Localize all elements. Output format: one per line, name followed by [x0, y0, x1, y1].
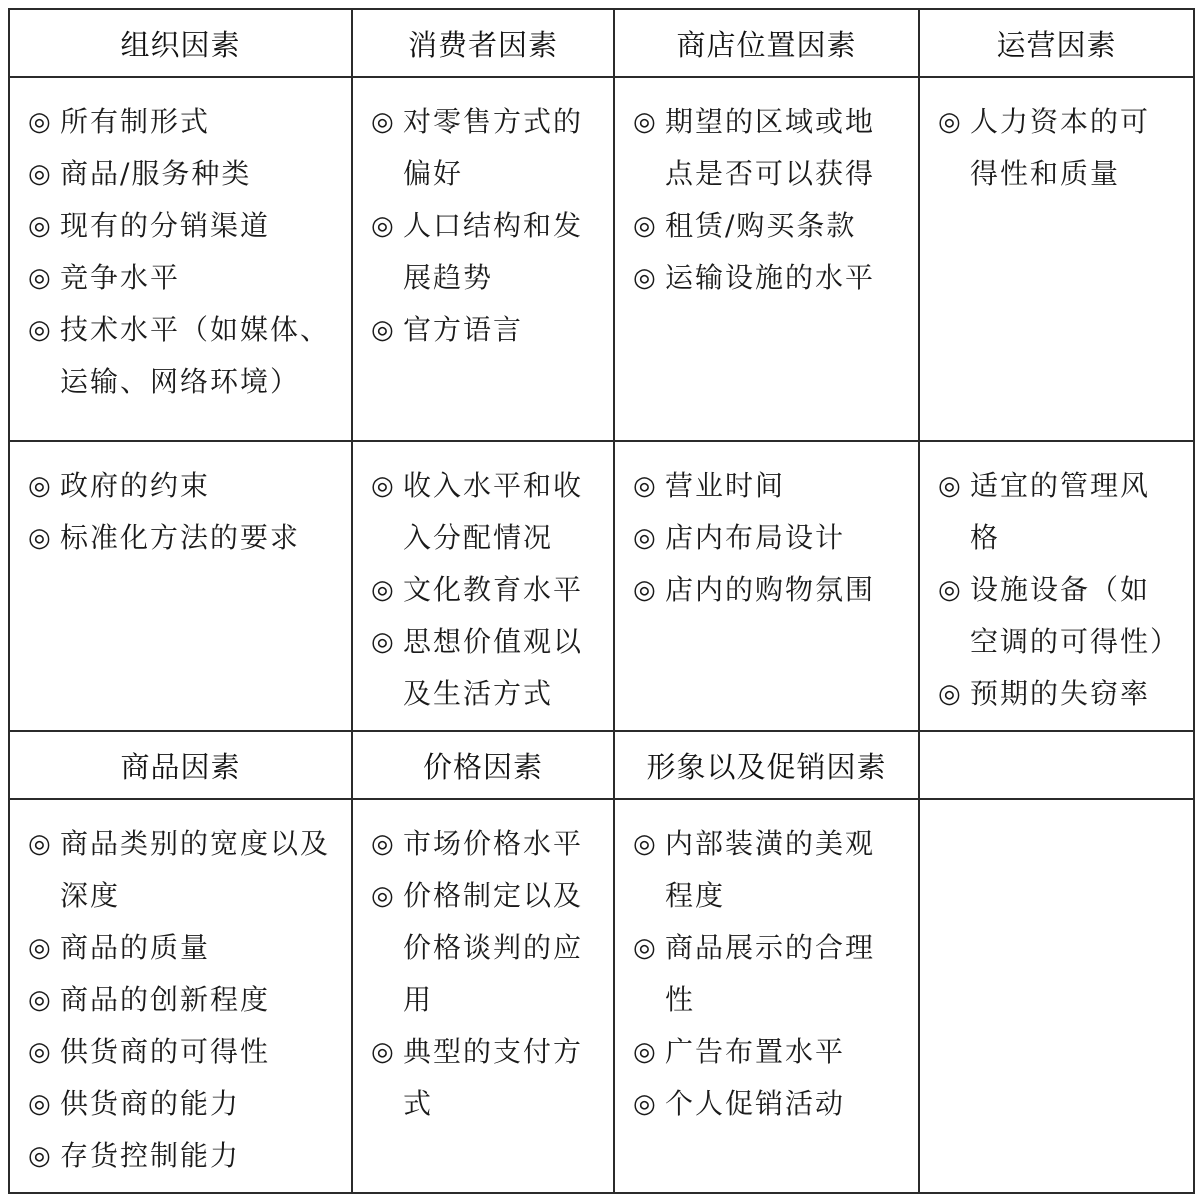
cell-r0-c0 [9, 77, 352, 441]
header-row-top [9, 9, 1194, 77]
double-circle-bullet-icon: ◎ [633, 829, 658, 859]
factor-item-text: 店内的购物氛围 [665, 573, 876, 606]
factor-item-text: 商品的质量 [60, 931, 211, 964]
factor-item [938, 96, 1175, 200]
factor-item [28, 304, 333, 408]
factor-item-text: 人力资本的可得性和质量 [970, 105, 1151, 190]
factor-item-text: 内部装潢的美观程度 [665, 827, 876, 912]
double-circle-bullet-icon: ◎ [633, 263, 658, 293]
factor-item-text: 对零售方式的偏好 [403, 105, 584, 190]
factor-item-text: 营业时间 [665, 469, 786, 502]
double-circle-bullet-icon: ◎ [371, 1037, 396, 1067]
item-list [938, 460, 1181, 720]
double-circle-bullet-icon: ◎ [28, 315, 53, 345]
factor-item-text: 设施设备（如空调的可得性） [970, 573, 1181, 658]
factor-item [371, 304, 595, 356]
factor-item-text: 人口结构和发展趋势 [403, 209, 584, 294]
cell-r2-c3 [919, 799, 1194, 1193]
factor-item [633, 460, 900, 512]
factor-item [371, 200, 595, 304]
double-circle-bullet-icon: ◎ [938, 679, 963, 709]
content-row-3 [9, 799, 1194, 1193]
factor-item [371, 818, 595, 870]
factor-item-text: 商品的创新程度 [60, 983, 271, 1016]
double-circle-bullet-icon: ◎ [28, 933, 53, 963]
factor-item-text: 收入水平和收入分配情况 [403, 469, 584, 554]
double-circle-bullet-icon: ◎ [633, 933, 658, 963]
factor-item [633, 252, 900, 304]
factor-item [633, 96, 900, 200]
factor-item-text: 店内布局设计 [665, 521, 846, 554]
double-circle-bullet-icon: ◎ [633, 1089, 658, 1119]
factor-item [371, 616, 595, 720]
item-list [633, 818, 900, 1130]
double-circle-bullet-icon: ◎ [633, 471, 658, 501]
factor-item [633, 512, 900, 564]
factor-item [28, 1078, 333, 1130]
factor-item [28, 512, 333, 564]
cell-r1-c2 [614, 441, 919, 731]
double-circle-bullet-icon: ◎ [371, 829, 396, 859]
factor-item [371, 564, 595, 616]
double-circle-bullet-icon: ◎ [28, 829, 53, 859]
factor-item [633, 200, 900, 252]
factor-item [938, 668, 1175, 720]
factor-item-text: 商品/服务种类 [60, 157, 252, 190]
factor-item-text: 供货商的能力 [60, 1087, 241, 1120]
factor-item [28, 96, 333, 148]
factor-item [938, 460, 1175, 564]
item-list [28, 460, 333, 564]
double-circle-bullet-icon: ◎ [28, 107, 53, 137]
header-merchandise: 商品因素 [9, 731, 352, 799]
factor-item [28, 974, 333, 1026]
factor-item [371, 1026, 595, 1130]
cell-r1-c3 [919, 441, 1194, 731]
double-circle-bullet-icon: ◎ [371, 881, 396, 911]
factor-item-text: 典型的支付方式 [403, 1035, 584, 1120]
factor-item [633, 1026, 900, 1078]
factor-item [28, 818, 333, 922]
factor-item-text: 运输设施的水平 [665, 261, 876, 294]
item-list [633, 96, 900, 304]
factor-item-text: 所有制形式 [60, 105, 211, 138]
double-circle-bullet-icon: ◎ [938, 471, 963, 501]
factor-item [28, 922, 333, 974]
content-row-2 [9, 441, 1194, 731]
factor-item-text: 政府的约束 [60, 469, 211, 502]
header-image-promotion: 形象以及促销因素 [614, 731, 919, 799]
factor-item-text: 现有的分销渠道 [60, 209, 271, 242]
cell-r2-c1 [352, 799, 614, 1193]
cell-r1-c0 [9, 441, 352, 731]
double-circle-bullet-icon: ◎ [28, 159, 53, 189]
factor-item-text: 存货控制能力 [60, 1139, 241, 1172]
factor-item [371, 460, 595, 564]
factor-item-text: 商品展示的合理性 [665, 931, 876, 1016]
cell-r2-c2 [614, 799, 919, 1193]
item-list [633, 460, 900, 616]
double-circle-bullet-icon: ◎ [28, 1141, 53, 1171]
factor-item [28, 200, 333, 252]
factor-item [28, 1130, 333, 1182]
item-list [371, 460, 595, 720]
factor-item [371, 96, 595, 200]
factor-item-text: 思想价值观以及生活方式 [403, 625, 584, 710]
header-price: 价格因素 [352, 731, 614, 799]
double-circle-bullet-icon: ◎ [28, 263, 53, 293]
item-list [371, 96, 595, 356]
factor-item-text: 租赁/购买条款 [665, 209, 857, 242]
factor-item-text: 官方语言 [403, 313, 524, 346]
factor-item [938, 564, 1181, 668]
factor-item [28, 1026, 333, 1078]
factor-table-sheet [8, 8, 1195, 1194]
double-circle-bullet-icon: ◎ [28, 1089, 53, 1119]
factor-item-text: 竞争水平 [60, 261, 181, 294]
factor-item [28, 252, 333, 304]
item-list [938, 96, 1175, 200]
factor-item-text: 期望的区域或地点是否可以获得 [665, 105, 876, 190]
double-circle-bullet-icon: ◎ [938, 107, 963, 137]
double-circle-bullet-icon: ◎ [28, 1037, 53, 1067]
item-list [28, 96, 333, 408]
factor-item-text: 市场价格水平 [403, 827, 584, 860]
header-empty [919, 731, 1194, 799]
factor-item-text: 标准化方法的要求 [60, 521, 301, 554]
header-operations: 运营因素 [919, 9, 1194, 77]
cell-r1-c1 [352, 441, 614, 731]
factor-item [633, 818, 900, 922]
item-list [371, 818, 595, 1130]
header-organization: 组织因素 [9, 9, 352, 77]
double-circle-bullet-icon: ◎ [371, 575, 396, 605]
factor-item [633, 1078, 900, 1130]
double-circle-bullet-icon: ◎ [371, 107, 396, 137]
factor-item [28, 460, 333, 512]
double-circle-bullet-icon: ◎ [28, 523, 53, 553]
factor-item-text: 个人促销活动 [665, 1087, 846, 1120]
content-row-1 [9, 77, 1194, 441]
factor-item-text: 供货商的可得性 [60, 1035, 271, 1068]
double-circle-bullet-icon: ◎ [28, 985, 53, 1015]
double-circle-bullet-icon: ◎ [938, 575, 963, 605]
header-consumer: 消费者因素 [352, 9, 614, 77]
factor-item-text: 广告布置水平 [665, 1035, 846, 1068]
factor-item [28, 148, 333, 200]
cell-r0-c3 [919, 77, 1194, 441]
factor-item [633, 564, 900, 616]
cell-r0-c2 [614, 77, 919, 441]
factor-item-text: 适宜的管理风格 [970, 469, 1151, 554]
factor-item [371, 870, 595, 1026]
factor-item-text: 价格制定以及价格谈判的应用 [403, 879, 584, 1016]
double-circle-bullet-icon: ◎ [633, 1037, 658, 1067]
factor-item-text: 技术水平（如媒体、运输、网络环境） [60, 313, 331, 398]
factor-item-text: 商品类别的宽度以及深度 [60, 827, 331, 912]
header-store-location: 商店位置因素 [614, 9, 919, 77]
double-circle-bullet-icon: ◎ [28, 211, 53, 241]
factor-item-text: 预期的失窃率 [970, 677, 1151, 710]
double-circle-bullet-icon: ◎ [371, 315, 396, 345]
factor-item [633, 922, 900, 1026]
factor-item-text: 文化教育水平 [403, 573, 584, 606]
double-circle-bullet-icon: ◎ [371, 211, 396, 241]
cell-r0-c1 [352, 77, 614, 441]
double-circle-bullet-icon: ◎ [633, 575, 658, 605]
retail-factors-table [8, 8, 1195, 1194]
header-row-bottom [9, 731, 1194, 799]
double-circle-bullet-icon: ◎ [371, 471, 396, 501]
double-circle-bullet-icon: ◎ [633, 211, 658, 241]
double-circle-bullet-icon: ◎ [28, 471, 53, 501]
cell-r2-c0 [9, 799, 352, 1193]
double-circle-bullet-icon: ◎ [633, 523, 658, 553]
double-circle-bullet-icon: ◎ [371, 627, 396, 657]
item-list [28, 818, 333, 1182]
double-circle-bullet-icon: ◎ [633, 107, 658, 137]
